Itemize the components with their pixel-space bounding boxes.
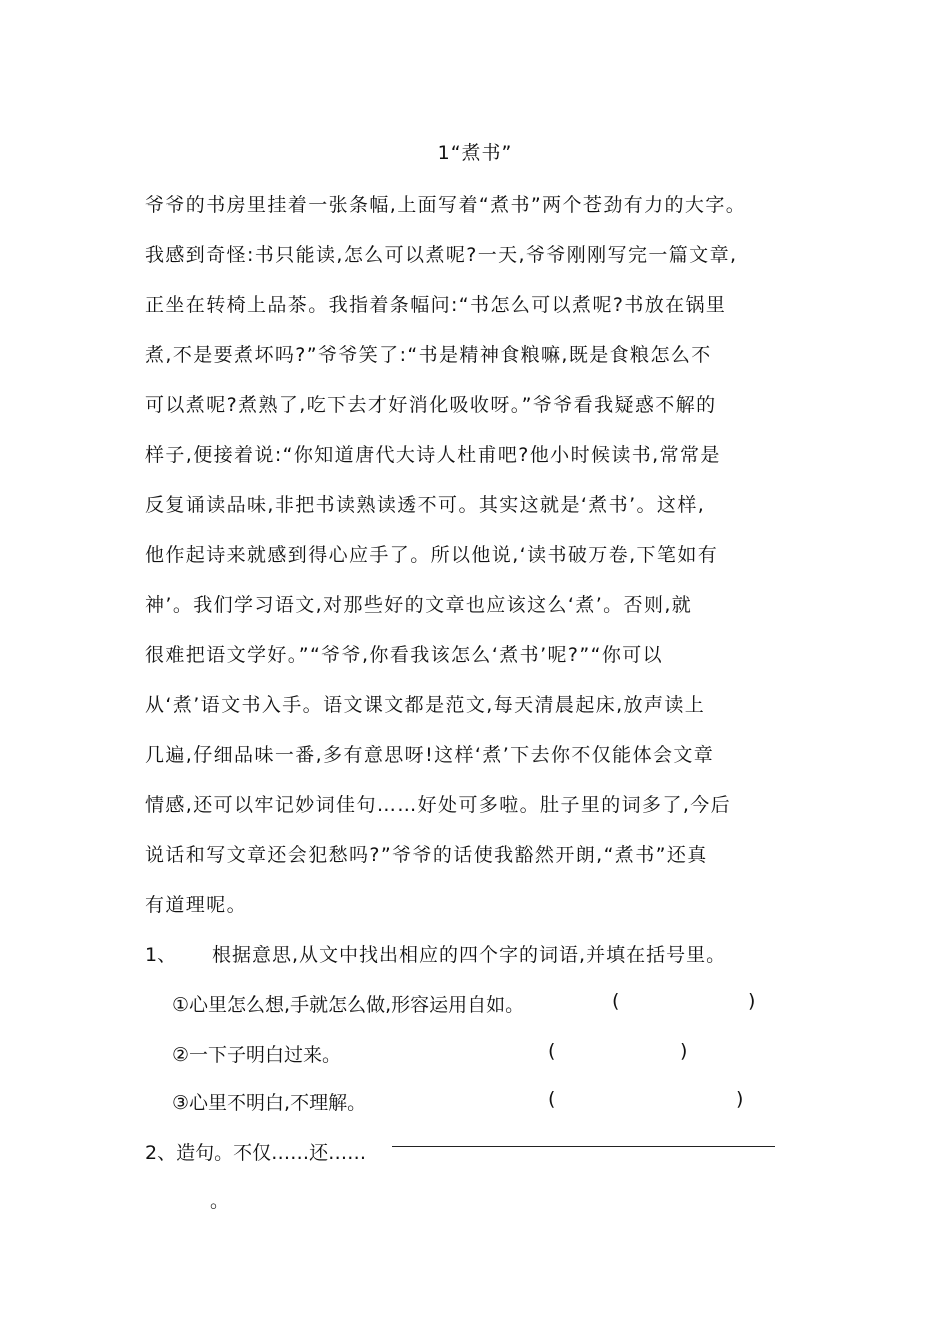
question-1-item-2: ②一下子明白过来。 [172, 1044, 342, 1066]
answer-2-open-paren: ( [548, 1040, 556, 1062]
answer-1-open-paren: ( [612, 990, 620, 1012]
passage-line: 反复诵读品味,非把书读熟读透不可。其实这就是‘煮书’。这样, [145, 494, 706, 516]
passage-line: 可以煮呢?煮熟了,吃下去才好消化吸收呀。”爷爷看我疑惑不解的 [145, 394, 717, 416]
passage-line: 样子,便接着说:“你知道唐代大诗人杜甫吧?他小时候读书,常常是 [145, 444, 721, 466]
passage-line: 正坐在转椅上品茶。我指着条幅问:“书怎么可以煮呢?书放在锅里 [145, 294, 727, 316]
passage-line: 煮,不是要煮坏吗?”爷爷笑了:“书是精神食粮嘛,既是食粮怎么不 [145, 344, 712, 366]
passage-line: 有道理呢。 [145, 894, 248, 916]
question-1-item-3: ③心里不明白,不理解。 [172, 1092, 367, 1114]
passage-line: 说话和写文章还会犯愁吗?”爷爷的话使我豁然开朗,“煮书”还真 [145, 844, 708, 866]
passage-line: 我感到奇怪:书只能读,怎么可以煮呢?一天,爷爷刚刚写完一篇文章, [145, 244, 738, 266]
answer-2-close-paren: ) [680, 1040, 688, 1062]
question-1-item-1: ①心里怎么想,手就怎么做,形容运用自如。 [172, 994, 525, 1016]
passage-line: 他作起诗来就感到得心应手了。所以他说,‘读书破万卷,下笔如有 [145, 544, 719, 566]
answer-3-close-paren: ) [736, 1088, 744, 1110]
passage-line: 爷爷的书房里挂着一张条幅,上面写着“煮书”两个苍劲有力的大字。 [145, 194, 747, 216]
passage-title: 1“煮书” [437, 142, 513, 164]
question-1-prompt: 根据意思,从文中找出相应的四个字的词语,并填在括号里。 [212, 944, 727, 966]
sentence-end-mark: 。 [210, 1190, 230, 1212]
question-2-prompt: 2、造句。不仅……还…… [145, 1142, 367, 1164]
passage-line: 几遍,仔细品味一番,多有意思呀!这样‘煮’下去你不仅能体会文章 [145, 744, 715, 766]
passage-line: 从‘煮’语文书入手。语文课文都是范文,每天清晨起床,放声读上 [145, 694, 706, 716]
passage-line: 情感,还可以牢记妙词佳句……好处可多啦。肚子里的词多了,今后 [145, 794, 732, 816]
passage-line: 神’。我们学习语文,对那些好的文章也应该这么‘煮’。否则,就 [145, 594, 693, 616]
question-1-number: 1、 [145, 944, 177, 966]
answer-3-open-paren: ( [548, 1088, 556, 1110]
sentence-answer-line [392, 1146, 775, 1147]
answer-1-close-paren: ) [748, 990, 756, 1012]
passage-line: 很难把语文学好。”“爷爷,你看我该怎么‘煮书’呢?”“你可以 [145, 644, 664, 666]
